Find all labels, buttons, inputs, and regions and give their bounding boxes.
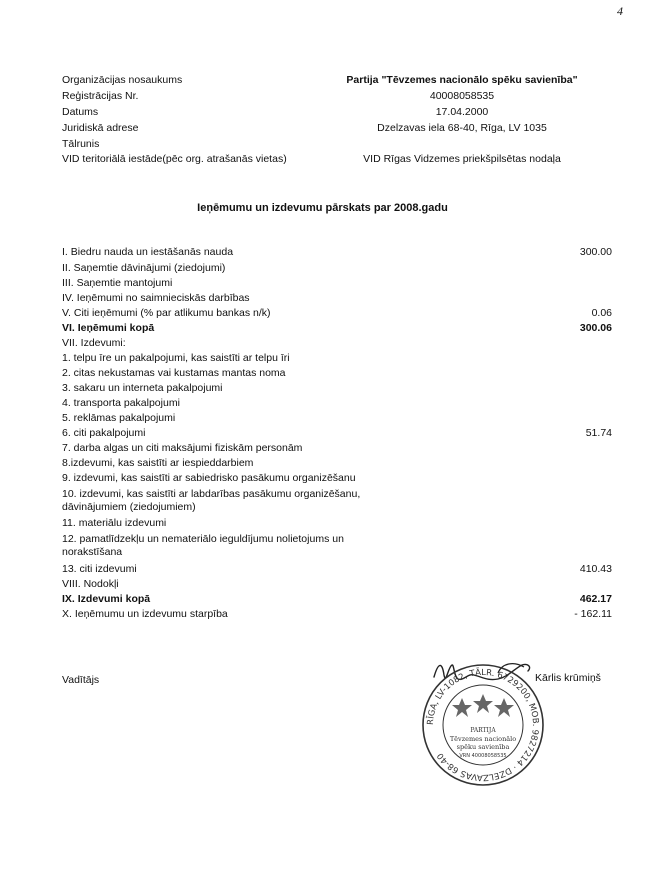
report-row bbox=[62, 397, 612, 413]
report-row bbox=[62, 262, 612, 278]
row-label: I. Biedru nauda un iestāšanās nauda bbox=[62, 246, 234, 258]
row-value: 300.00 bbox=[579, 246, 612, 258]
row-label: VII. Izdevumi: bbox=[62, 337, 126, 349]
report-row bbox=[62, 533, 612, 561]
report-row bbox=[62, 517, 612, 533]
tax-office-label: VID teritoriālā iestāde(pēc org. atrašanās vietas) bbox=[62, 153, 287, 165]
row-label: III. Saņemtie mantojumi bbox=[62, 277, 173, 289]
stamp-line3: spēku savienība bbox=[456, 743, 510, 751]
report-row bbox=[62, 246, 612, 262]
report-row bbox=[62, 277, 612, 293]
row-label: V. Citi ieņēmumi (% par atlikumu bankas n/k) bbox=[62, 307, 271, 319]
row-label: 12. pamatlīdzekļu un nemateriālo ieguldījumu nolietojums un norakstīšana bbox=[62, 533, 344, 558]
legal-address-label: Juridiskā adrese bbox=[62, 122, 139, 134]
stamp-stars bbox=[452, 694, 514, 717]
report-row bbox=[62, 337, 612, 353]
row-value: 300.06 bbox=[579, 322, 612, 334]
phone-label: Tālrunis bbox=[62, 138, 100, 150]
signer-role: Vadītājs bbox=[62, 674, 100, 686]
report-title: Ieņēmumu un izdevumu pārskats par 2008.gadu bbox=[197, 202, 448, 214]
row-label: 10. izdevumi, kas saistīti ar labdarības pasākumu organizēšanu, dāvinājumiem (ziedojumiem) bbox=[62, 488, 361, 513]
expenses-total-row bbox=[62, 593, 612, 609]
page-number: 4 bbox=[617, 4, 623, 18]
party-stamp bbox=[418, 658, 548, 793]
stamp-line2: Tēvzemes nacionālo bbox=[449, 735, 517, 743]
row-value: 410.43 bbox=[579, 563, 612, 575]
row-label: 13. citi izdevumi bbox=[62, 563, 137, 575]
stamp-line1: PARTIJA bbox=[470, 727, 496, 734]
row-label: 2. citas nekustamas vai kustamas mantas noma bbox=[62, 367, 286, 379]
stamp-outer-text: RĪGA, LV-1082, TĀLR. 6729200, MOB. 9827214 · DZELZAVAS 68-40 bbox=[425, 667, 541, 783]
legal-address-value: Dzelzavas iela 68-40, Rīga, LV 1035 bbox=[377, 122, 547, 134]
difference-row bbox=[62, 608, 612, 624]
row-label: 5. reklāmas pakalpojumi bbox=[62, 412, 176, 424]
row-label: IV. Ieņēmumi no saimnieciskās darbības bbox=[62, 292, 250, 304]
row-label: 9. izdevumi, kas saistīti ar sabiedrisko pasākumu organizēšanu bbox=[62, 472, 356, 484]
row-label: X. Ieņēmumu un izdevumu starpība bbox=[62, 608, 228, 620]
report-row bbox=[62, 382, 612, 398]
report-row bbox=[62, 367, 612, 383]
row-value: 462.17 bbox=[579, 593, 612, 605]
tax-office-value: VID Rīgas Vidzemes priekšpilsētas nodaļa bbox=[363, 153, 561, 165]
report-row bbox=[62, 427, 612, 443]
report-row bbox=[62, 488, 612, 516]
date-label: Datums bbox=[62, 106, 99, 118]
report-row bbox=[62, 472, 612, 488]
income-total-row bbox=[62, 322, 612, 338]
row-label: IX. Izdevumi kopā bbox=[62, 593, 151, 605]
report-row bbox=[62, 352, 612, 368]
row-label: 1. telpu īre un pakalpojumi, kas saistīti ar telpu īri bbox=[62, 352, 290, 364]
row-value: 51.74 bbox=[585, 427, 612, 439]
reg-number-label: Reģistrācijas Nr. bbox=[62, 90, 139, 102]
row-label: 11. materiālu izdevumi bbox=[62, 517, 167, 529]
date-value: 17.04.2000 bbox=[435, 106, 489, 118]
row-value: 0.06 bbox=[591, 307, 612, 319]
report-row bbox=[62, 307, 612, 323]
report-row bbox=[62, 442, 612, 458]
row-label: 3. sakaru un interneta pakalpojumi bbox=[62, 382, 223, 394]
report-row bbox=[62, 457, 612, 473]
row-label: 7. darba algas un citi maksājumi fiziskām personām bbox=[62, 442, 303, 454]
row-value: - 162.11 bbox=[574, 608, 612, 620]
report-row bbox=[62, 578, 612, 594]
row-label: 8.izdevumi, kas saistīti ar iespieddarbiem bbox=[62, 457, 254, 469]
report-row bbox=[62, 292, 612, 308]
row-label: VI. Ieņēmumi kopā bbox=[62, 322, 155, 334]
row-label: II. Saņemtie dāvinājumi (ziedojumi) bbox=[62, 262, 226, 274]
reg-number-value: 40008058535 bbox=[429, 90, 495, 102]
stamp-line4: VRN 40008058535 bbox=[459, 753, 507, 759]
row-label: 4. transporta pakalpojumi bbox=[62, 397, 180, 409]
signer-name: Kārlis krūmiņš bbox=[535, 672, 601, 684]
row-label: 6. citi pakalpojumi bbox=[62, 427, 146, 439]
report-row bbox=[62, 412, 612, 428]
report-row bbox=[62, 563, 612, 579]
org-name-label: Organizācijas nosaukums bbox=[62, 74, 183, 86]
row-label: VIII. Nodokļi bbox=[62, 578, 119, 590]
org-name-value: Partija "Tēvzemes nacionālo spēku savienība" bbox=[346, 74, 578, 86]
